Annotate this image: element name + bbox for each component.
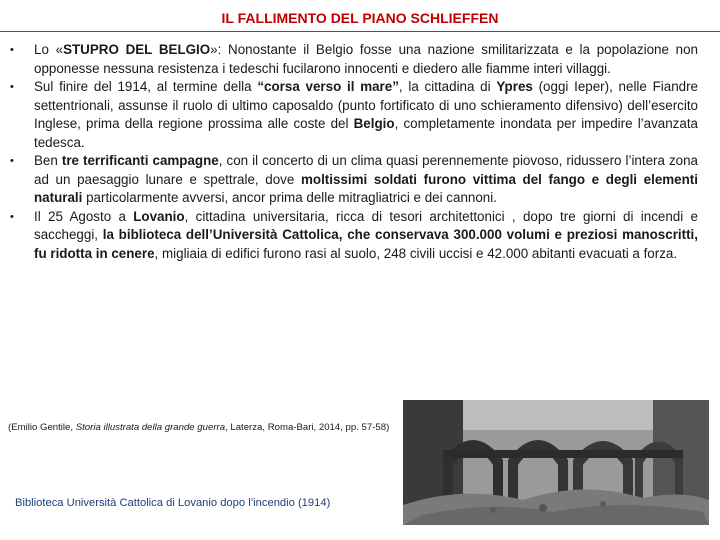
text-segment: »: Nonostante il Belgio fosse una nazione smilitarizzata e la popolazione non opponesse nessuna resistenza i tedeschi fucilarono innocenti e diedero alle fiamme interi villaggi. xyxy=(34,42,698,76)
bullet-marker: • xyxy=(10,44,14,56)
page-title: IL FALLIMENTO DEL PIANO SCHLIEFFEN xyxy=(221,10,499,26)
text-segment: , cittadina universitaria, ricca di tesori architettonici , dopo tre giorni di incendi e saccheggi, xyxy=(34,208,698,242)
text-segment: Ben xyxy=(34,153,62,168)
bullet-list xyxy=(10,41,698,263)
citation xyxy=(8,419,393,436)
text-segment: (oggi Ieper), nelle Fiandre settentrionali, assunse il ruolo di ultimo caposaldo (punto fortificato di uno schieramento difensivo) dell’esercito Inglese, prima della regione prossima alle coste del xyxy=(34,79,699,131)
bold-text: Ypres xyxy=(496,79,533,94)
text-segment: , completamente inondata per impedire l’avanzata tedesca. xyxy=(34,116,698,150)
bullet-item xyxy=(10,152,698,208)
citation-after: , Laterza, Roma-Bari, 2014, pp. 57-58) xyxy=(225,422,390,433)
bullet-marker: • xyxy=(10,210,14,223)
photo-caption: Biblioteca Università Cattolica di Lovanio dopo l’incendio (1914) xyxy=(15,497,331,509)
text-segment: , migliaia di edifici furono rasi al suolo, 248 civili uccisi e 42.000 abitanti evacuati a forza. xyxy=(154,245,678,261)
text-segment: Il 25 Agosto a xyxy=(34,208,134,224)
text-segment: , con il concerto di un clima quasi perennemente piovoso, ridussero l’intera zona ad un paesaggio lunare e spettrale, dove xyxy=(34,153,699,187)
bullet-item xyxy=(10,78,698,152)
text-segment: Lo « xyxy=(34,42,64,57)
bold-text: moltissimi soldati furono vittima del fango e degli elementi naturali xyxy=(34,171,698,205)
library-ruins-photo xyxy=(403,400,709,525)
bold-text: la biblioteca dell’Università Cattolica, che conservava 300.000 volumi e preziosi manoscritti, fu ridotta in cenere xyxy=(34,227,698,261)
text-segment: , la cittadina di xyxy=(398,79,497,94)
bold-text: “corsa verso il mare” xyxy=(257,79,399,94)
bold-text: Lovanio xyxy=(133,208,185,224)
bullet-item xyxy=(10,41,698,78)
title-divider xyxy=(0,31,720,32)
text-segment: particolarmente avversi, ancor prima delle mitragliatrici e dei cannoni. xyxy=(82,190,497,205)
citation-title: Storia illustrata della grande guerra xyxy=(75,422,226,433)
text-segment: Sul finire del 1914, al termine della xyxy=(34,79,258,94)
bullet-marker: • xyxy=(10,155,14,167)
bold-text: STUPRO DEL BELGIO xyxy=(63,42,211,57)
bullet-item xyxy=(10,208,698,264)
bullet-marker: • xyxy=(10,81,14,93)
bold-text: tre terrificanti campagne xyxy=(61,153,219,168)
citation-before: (Emilio Gentile, xyxy=(8,422,76,433)
bold-text: Belgio xyxy=(353,116,395,131)
